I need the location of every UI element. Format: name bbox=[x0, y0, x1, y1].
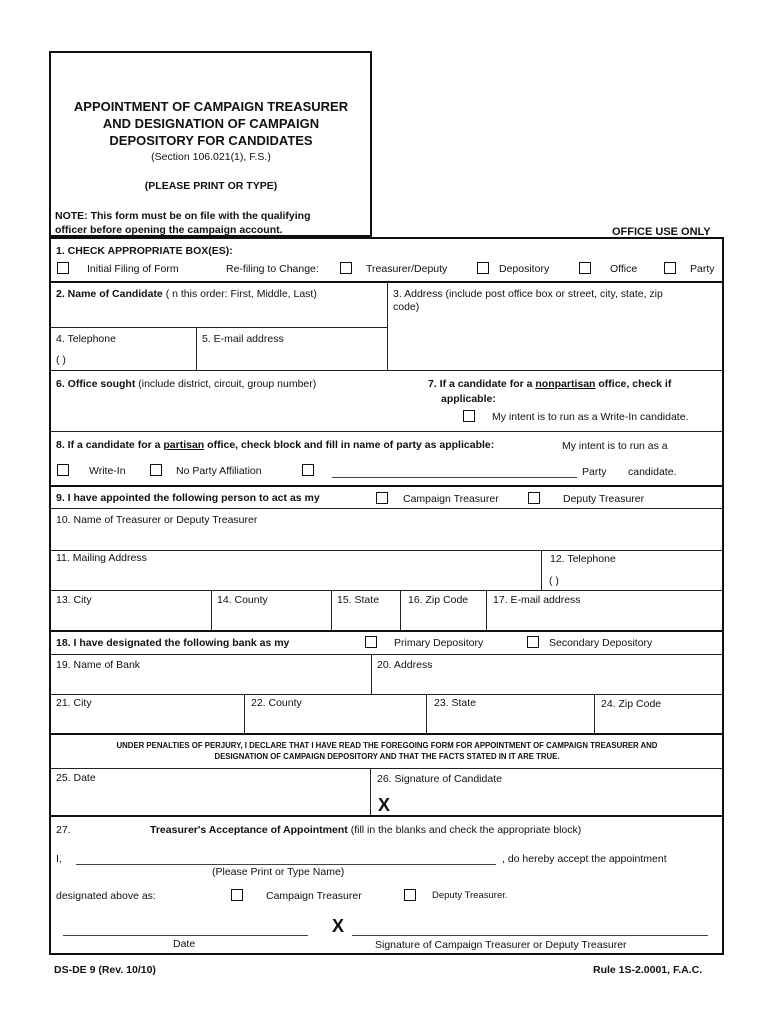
section-22-label: 22. County bbox=[251, 697, 302, 709]
row-divider bbox=[49, 327, 387, 328]
treasurer-deputy-label: Treasurer/Deputy bbox=[366, 263, 448, 275]
form-title-line2: AND DESIGNATION OF CAMPAIGN bbox=[102, 116, 320, 131]
section-16-label: 16. Zip Code bbox=[408, 594, 469, 606]
section-13-label: 13. City bbox=[56, 594, 92, 606]
section-27-title-hint: (fill in the blanks and check the appropriate block) bbox=[350, 824, 582, 836]
row-divider bbox=[49, 654, 724, 655]
section-24-label: 24. Zip Code bbox=[601, 698, 662, 710]
col-divider bbox=[244, 694, 245, 733]
treasurer-signature-x: X bbox=[332, 916, 345, 936]
accept-campaign-treasurer-label: Campaign Treasurer bbox=[266, 890, 362, 902]
treasurer-deputy-checkbox[interactable] bbox=[340, 262, 352, 274]
section-8-post: office, check block and fill in name of party as applicable: bbox=[207, 439, 495, 451]
col-divider bbox=[196, 327, 197, 370]
initial-filing-label: Initial Filing of Form bbox=[87, 263, 179, 275]
section-19-label: 19. Name of Bank bbox=[56, 659, 141, 671]
section-8-partisan: partisan bbox=[163, 439, 205, 451]
rule-citation: Rule 1S-2.0001, F.A.C. bbox=[593, 964, 703, 976]
write-in-partisan-label: Write-In bbox=[89, 465, 126, 477]
section-9-label: 9. I have appointed the following person to act as my bbox=[56, 492, 320, 504]
section-6-hint: (include district, circuit, group number) bbox=[138, 378, 317, 390]
section-2-title: 2. Name of Candidate bbox=[56, 288, 163, 300]
section-25-label: 25. Date bbox=[56, 772, 96, 784]
section-4-label: 4. Telephone bbox=[56, 333, 116, 345]
office-label: Office bbox=[610, 263, 638, 275]
section-1-label: 1. CHECK APPROPRIATE BOX(ES): bbox=[56, 245, 233, 257]
section-10-label: 10. Name of Treasurer or Deputy Treasurer bbox=[56, 514, 258, 526]
office-use-only: OFFICE USE ONLY bbox=[612, 226, 711, 238]
campaign-treasurer-label: Campaign Treasurer bbox=[403, 493, 499, 505]
perjury-statement-line2: DESIGNATION OF CAMPAIGN DEPOSITORY AND THAT THE FACTS STATED IN IT ARE TRUE. bbox=[214, 752, 560, 761]
row-divider bbox=[49, 815, 724, 817]
accept-deputy-treasurer-label: Deputy Treasurer. bbox=[432, 890, 508, 901]
treasurer-telephone-parens: ( ) bbox=[549, 575, 559, 587]
treasurer-printed-name-field[interactable] bbox=[76, 864, 496, 865]
section-7-post: office, check if bbox=[598, 378, 672, 390]
row-divider bbox=[49, 590, 724, 591]
row-divider bbox=[49, 694, 724, 695]
office-sought-field[interactable] bbox=[54, 392, 414, 428]
section-15-label: 15. State bbox=[337, 594, 380, 606]
print-instruction: (PLEASE PRINT OR TYPE) bbox=[144, 180, 278, 192]
col-divider bbox=[211, 590, 212, 630]
secondary-depository-label: Secondary Depository bbox=[549, 637, 653, 649]
col-divider bbox=[331, 590, 332, 630]
acceptance-i: I, bbox=[56, 853, 62, 865]
form-title-line1: APPOINTMENT OF CAMPAIGN TREASURER bbox=[73, 99, 349, 114]
candidate-signature-field[interactable] bbox=[398, 790, 718, 814]
no-party-affiliation-label: No Party Affiliation bbox=[176, 465, 262, 477]
section-27-title-bold: Treasurer's Acceptance of Appointment bbox=[150, 824, 348, 836]
row-divider bbox=[49, 485, 724, 487]
campaign-treasurer-checkbox[interactable] bbox=[376, 492, 388, 504]
section-27-number: 27. bbox=[56, 824, 71, 836]
initial-filing-checkbox[interactable] bbox=[57, 262, 69, 274]
row-divider bbox=[49, 630, 724, 632]
section-18-label: 18. I have designated the following bank as my bbox=[56, 637, 290, 649]
depository-checkbox[interactable] bbox=[477, 262, 489, 274]
col-divider bbox=[400, 590, 401, 630]
party-name-checkbox[interactable] bbox=[302, 464, 314, 476]
candidate-word: candidate. bbox=[628, 466, 677, 478]
date-caption: Date bbox=[173, 938, 196, 950]
section-23-label: 23. State bbox=[434, 697, 477, 709]
form-identifier: DS-DE 9 (Rev. 10/10) bbox=[54, 964, 156, 976]
secondary-depository-checkbox[interactable] bbox=[527, 636, 539, 648]
deputy-treasurer-label: Deputy Treasurer bbox=[563, 493, 645, 505]
section-21-label: 21. City bbox=[56, 697, 92, 709]
col-divider bbox=[541, 550, 542, 590]
row-divider bbox=[49, 733, 724, 735]
section-8-intent: My intent is to run as a bbox=[562, 440, 668, 452]
section-2-label bbox=[56, 288, 317, 300]
email-field[interactable] bbox=[200, 346, 384, 368]
print-name-hint: (Please Print or Type Name) bbox=[212, 866, 345, 878]
section-7-pre: 7. If a candidate for a bbox=[428, 378, 533, 390]
section-26-label: 26. Signature of Candidate bbox=[377, 773, 502, 785]
note-line2: officer before opening the campaign account. bbox=[55, 224, 283, 236]
col-divider bbox=[370, 768, 371, 815]
depository-label: Depository bbox=[499, 263, 550, 275]
telephone-parens: ( ) bbox=[56, 354, 66, 366]
section-7-label bbox=[428, 378, 671, 390]
section-5-label: 5. E-mail address bbox=[202, 333, 284, 345]
section-6-label bbox=[56, 378, 316, 390]
section-14-label: 14. County bbox=[217, 594, 268, 606]
write-in-partisan-checkbox[interactable] bbox=[57, 464, 69, 476]
row-divider bbox=[49, 550, 724, 551]
party-name-field[interactable] bbox=[332, 477, 577, 478]
treasurer-name-field[interactable] bbox=[54, 527, 719, 547]
party-checkbox[interactable] bbox=[664, 262, 676, 274]
note-label: NOTE: bbox=[55, 210, 88, 222]
section-3-label: 3. Address (include post office box or street, city, state, zip bbox=[393, 288, 663, 300]
row-divider bbox=[49, 508, 724, 509]
no-party-affiliation-checkbox[interactable] bbox=[150, 464, 162, 476]
col-divider bbox=[594, 694, 595, 733]
treasurer-mailing-address-field[interactable] bbox=[54, 566, 534, 588]
col-divider bbox=[371, 654, 372, 694]
col-divider bbox=[426, 694, 427, 733]
treasurer-date-field[interactable] bbox=[63, 935, 308, 936]
candidate-date-field[interactable] bbox=[54, 786, 364, 812]
row-divider bbox=[49, 768, 724, 769]
accept-deputy-treasurer-checkbox[interactable] bbox=[404, 889, 416, 901]
row-divider bbox=[49, 431, 724, 432]
office-checkbox[interactable] bbox=[579, 262, 591, 274]
acceptance-text: , do hereby accept the appointment bbox=[502, 853, 667, 865]
section-6-title: 6. Office sought bbox=[56, 378, 136, 390]
write-in-nonpartisan-label: My intent is to run as a Write-In candidate. bbox=[492, 411, 689, 423]
party-label: Party bbox=[690, 263, 715, 275]
section-11-label: 11. Mailing Address bbox=[56, 552, 147, 564]
statute-reference: (Section 106.021(1), F.S.) bbox=[151, 151, 271, 163]
candidate-name-field[interactable] bbox=[54, 302, 384, 324]
section-7-nonpartisan: nonpartisan bbox=[535, 378, 596, 390]
designated-as-label: designated above as: bbox=[56, 890, 156, 902]
section-20-label: 20. Address bbox=[377, 659, 433, 671]
write-in-nonpartisan-checkbox[interactable] bbox=[463, 410, 475, 422]
candidate-signature-x: X bbox=[378, 795, 391, 815]
signature-caption: Signature of Campaign Treasurer or Deputy Treasurer bbox=[375, 939, 627, 951]
col-divider bbox=[387, 282, 388, 370]
primary-depository-checkbox[interactable] bbox=[365, 636, 377, 648]
note-text-1: This form must be on file with the qualifying bbox=[90, 210, 311, 222]
candidate-address-field[interactable] bbox=[392, 315, 720, 367]
deputy-treasurer-checkbox[interactable] bbox=[528, 492, 540, 504]
row-divider bbox=[49, 370, 724, 371]
section-3-label-cont: code) bbox=[393, 301, 420, 313]
perjury-statement-line1: UNDER PENALTIES OF PERJURY, I DECLARE THAT I HAVE READ THE FOREGOING FORM FOR APPOINTMENT OF CAMPAIGN TREASURER AND bbox=[116, 741, 658, 750]
form-title-line3: DEPOSITORY FOR CANDIDATES bbox=[109, 133, 313, 148]
accept-campaign-treasurer-checkbox[interactable] bbox=[231, 889, 243, 901]
section-17-label: 17. E-mail address bbox=[493, 594, 581, 606]
col-divider bbox=[486, 590, 487, 630]
section-27-title bbox=[150, 824, 581, 836]
section-8-label bbox=[56, 439, 494, 451]
primary-depository-label: Primary Depository bbox=[394, 637, 484, 649]
note-line1 bbox=[55, 210, 311, 222]
treasurer-signature-field[interactable] bbox=[352, 935, 708, 936]
section-2-hint: ( n this order: First, Middle, Last) bbox=[165, 288, 317, 300]
section-8-pre: 8. If a candidate for a bbox=[56, 439, 161, 451]
party-word: Party bbox=[582, 466, 607, 478]
refiling-label: Re-filing to Change: bbox=[226, 263, 319, 275]
section-7-label-cont: applicable: bbox=[441, 393, 496, 405]
section-12-label: 12. Telephone bbox=[550, 553, 616, 565]
